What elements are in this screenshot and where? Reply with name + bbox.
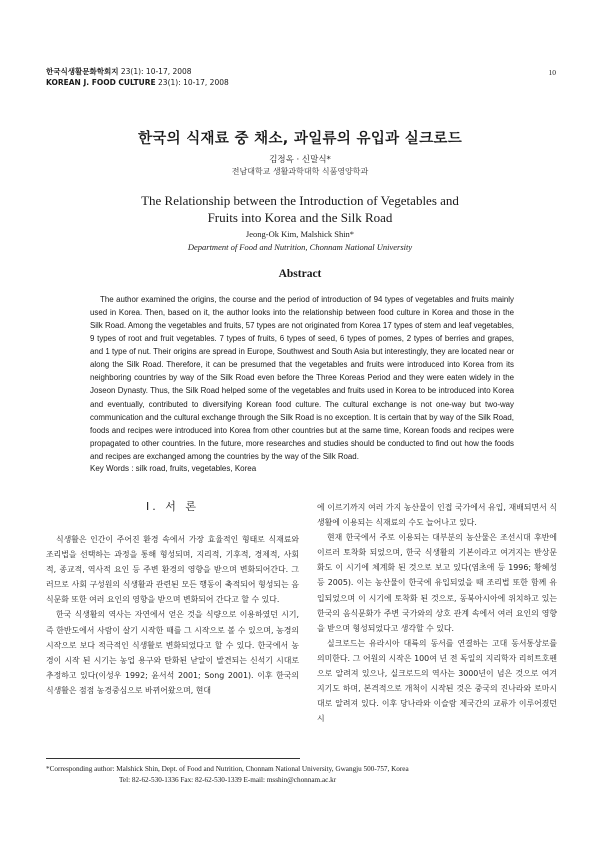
title-korean: 한국의 식재료 중 채소, 과일류의 유입과 실크로드 [137, 131, 463, 147]
footnote [46, 764, 556, 786]
right-column [317, 500, 557, 726]
journal-header [46, 66, 229, 88]
keywords-label: Key Words : [90, 464, 134, 473]
paragraph: 식생활은 인간이 주어진 환경 속에서 가장 효율적인 형태로 식재료와 조리법을 선택하는 과정을 통해 형성되며, 지리적, 기후적, 경제적, 사회적, 종교적, 역사적 요인 등 주변 환경의 영향을 받으며 변화되어간다. 그러므로 사회 구성원의 식생활과 관련된 모든 행동이 축적되어 형성되는 음식문화 또한 여러 요인의 영향을 받으며 변화되어 간다고 할 수 있다. [46, 535, 299, 605]
footnote-line1: *Corresponding author: Malshick Shin, Dept. of Food and Nutrition, Chonnam National University, Gwangju 500-757, Korea [46, 765, 409, 773]
keywords-list: silk road, fruits, vegetables, Korea [135, 464, 257, 473]
page-number: 10 [548, 68, 556, 77]
affiliation-korean: 전남대학교 생활과학대학 식품영양학과 [231, 167, 369, 176]
journal-ko-name: 한국식생활문화학회지 [46, 67, 119, 76]
journal-en-name: KOREAN J. FOOD CULTURE [46, 78, 156, 87]
paragraph: 한국 식생활의 역사는 자연에서 얻은 것을 식량으로 이용하였던 시기, 즉 한반도에서 사람이 살기 시작한 때를 그 시작으로 볼 수 있으며, 농경의 시작으로 보다 적극적인 식생활로 변화되었다고 할 수 있다. 한국에서 농경이 시작 된 시기는 농업 용구와 탄화된 낟알이 발견되는 신석기 시대로 추정하고 있다(이성우 1992; 윤서석 2001; Song 2001). 이후 한국의 식생활은 점점 농경중심으로 바뀌어왔으며, 현대 [46, 610, 299, 695]
journal-en-line [46, 77, 229, 88]
journal-ko-cite: 23(1): 10-17, 2008 [120, 67, 192, 76]
footnote-line2: Tel: 82-62-530-1336 Fax: 82-62-530-1339 E-mail: msshin@chonnam.ac.kr [119, 776, 337, 784]
paragraph: 에 이르기까지 여러 가지 농산물이 인접 국가에서 유입, 재배되면서 식생활에 이용되는 식재료의 수도 늘어나고 있다. [317, 503, 557, 528]
title-english [90, 192, 510, 226]
left-column [46, 532, 299, 698]
paragraph: 실크로드는 유라시아 대륙의 동서를 연결하는 고대 동서통상로를 의미한다. 그 어원의 시작은 100여 년 전 독일의 지리학자 리히트호펜으로 알려져 있으나, 실크로드의 역사는 3000년이 넘은 것으로 여겨지기도 하며, 본격적으로 개척이 시작된 것은 중국의 진나라와 로마시대로 알려져 있다. 이후 당나라와 이슬람 제국간의 교류가 이루어졌던 시 [317, 638, 557, 724]
title-english-line2: Fruits into Korea and the Silk Road [207, 210, 393, 225]
abstract-heading: Abstract [278, 268, 322, 280]
paragraph: 현재 한국에서 주로 이용되는 대부분의 농산물은 조선시대 후반에 이르러 토착화 되었으며, 한국 식생활의 기본이라고 여겨지는 반상문화도 이 시기에 체계화 된 것으로 보고 있다(염초애 등 1996; 황혜성 등 2005). 이는 농산물이 한국에 유입되었을 때 조리법 또한 함께 유입되었으며 이 시기에 토착화 된 것으로, 동북아시아에 위치하고 있는 한국의 음식문화가 주변 국가와의 상호 관계 속에서 여러 요인의 영향을 받으며 형성되었다고 생각할 수 있다. [317, 533, 557, 633]
journal-en-cite: 23(1): 10-17, 2008 [158, 78, 229, 87]
footnote-divider [46, 758, 300, 759]
authors-korean: 김정옥 · 신말식* [269, 155, 331, 165]
abstract-text: The author examined the origins, the course and the period of introduction of 94 types of vegetables and fruits mainly used in Korea. Then, based on it, the author looks into the relationship between food culture in Korea and those in the Silk Road. Among the vegetables and fruits, 57 types are not originated from Korea 17 types of stem and leaf vegetables, 9 types of root and fruit vegetables. 7 types of fruits, 6 types of seed, 6 types of pomes, 2 types of berries and grapes, and 1 type of nut. Their origins are spread in Europe, Southwest and South Asia but interestingly, they are located near or along the Silk Road. Therefore, it can be presumed that the vegetables and fruits were introduced into Korea from its neighboring countries by way of the Silk Road even before the Three Koreas Period and they were eaten widely in the Joseon Dynasty. Thus, the Silk Road helped some of the vegetables and fruits used in Korea to be introduced into Korea and eventually, contributed to diversifying Korean food culture. The cultural exchange is not one-way but two-way communication and the cultural exchange through the Silk Road is no exception. It is certain that by way of the Silk Road, foods and recipes were introduced into Korea from other countries but at the same time, Korean foods and recipes were propagated to other countries. In the future, more researches and studies should be conducted to find out how the foods and recipes are exchanged among the countries by the way of the Silk Road. [90, 295, 514, 461]
authors-english: Jeong-Ok Kim, Malshick Shin* [245, 229, 355, 239]
keywords [90, 464, 514, 473]
affiliation-english: Department of Food and Nutrition, Chonnam National University [187, 242, 413, 252]
section-heading: Ⅰ. 서 론 [146, 500, 199, 513]
title-english-line1: The Relationship between the Introduction of Vegetables and [141, 193, 459, 208]
journal-ko-line [46, 66, 229, 77]
